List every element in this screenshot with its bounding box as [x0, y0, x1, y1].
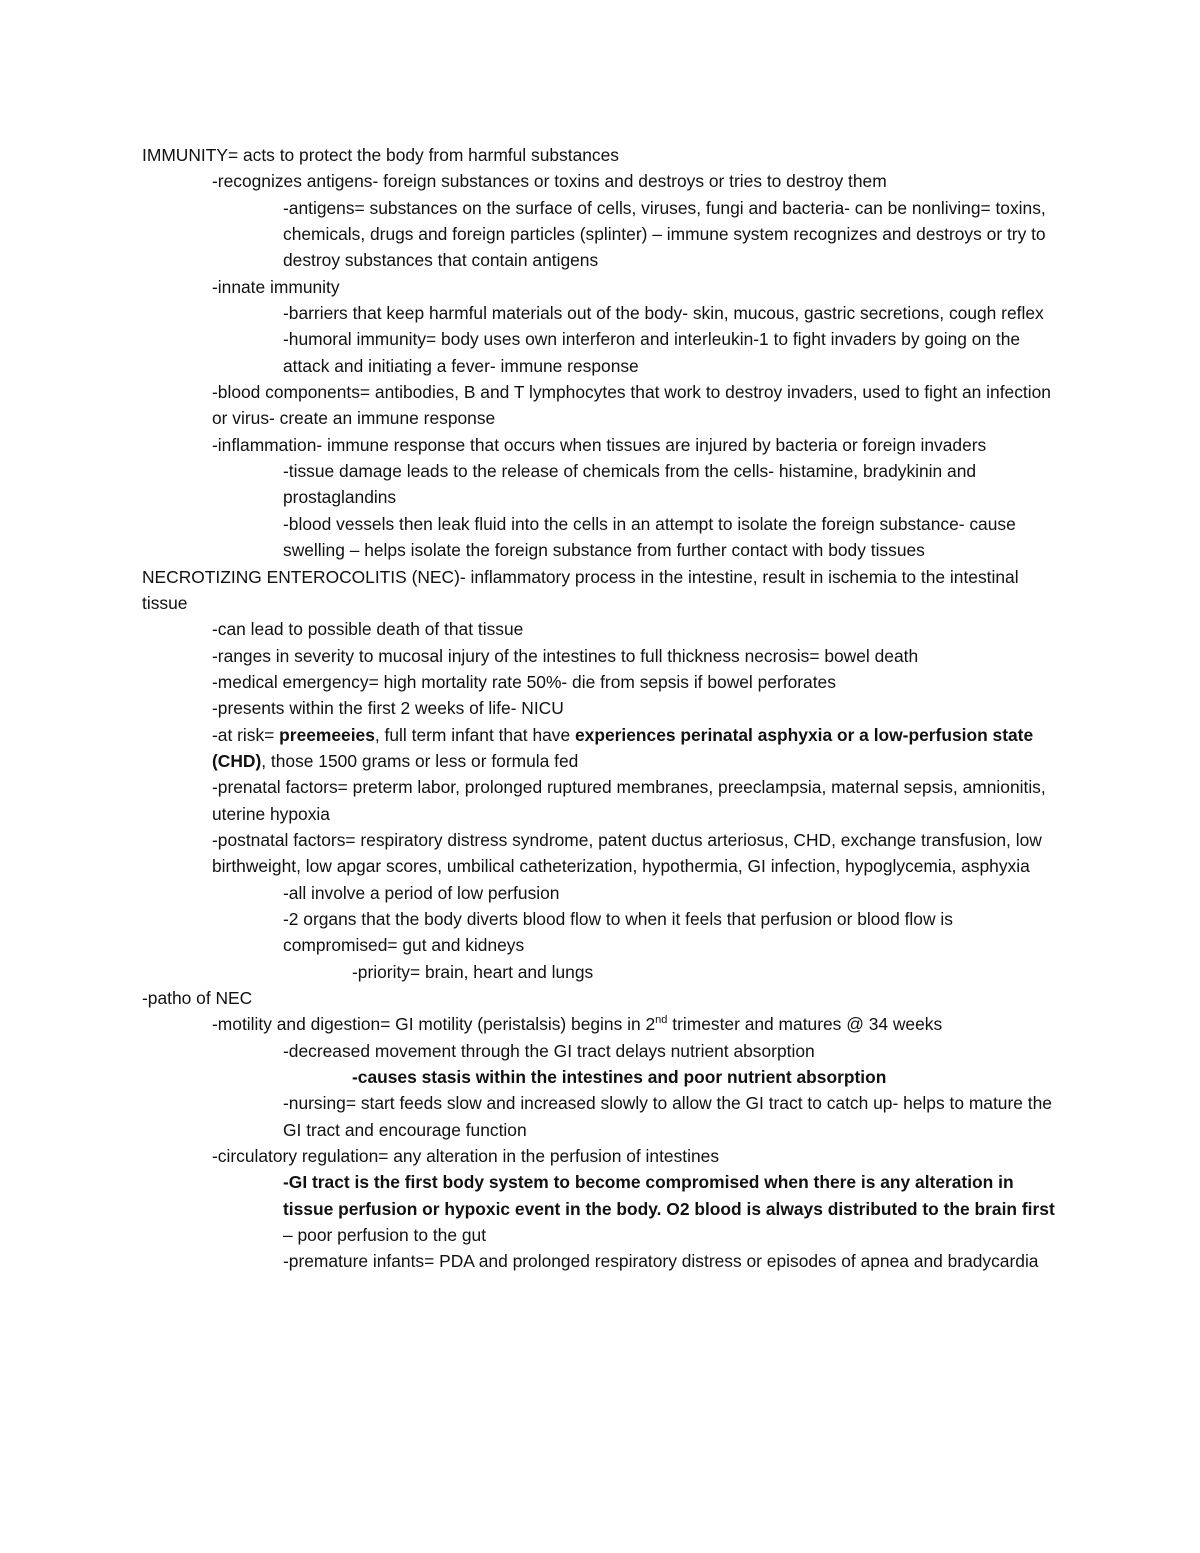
bold-text-run: -GI tract is the first body system to become compromised when there is any alteration in tissue perfusion or hypoxic event in the body. O2 blood is always distributed to the brain first	[283, 1172, 1055, 1219]
paragraph	[0, 1064, 1060, 1090]
paragraph: IMMUNITY= acts to protect the body from harmful substances	[142, 145, 619, 165]
paragraph: -circulatory regulation= any alteration in the perfusion of intestines	[212, 1146, 720, 1167]
paragraph: -ranges in severity to mucosal injury of the intestines to full thickness necrosis= bowel death	[212, 645, 919, 666]
text-run: trimester and matures @ 34 weeks	[667, 1014, 943, 1035]
paragraph: -tissue damage leads to the release of chemicals from the cells- histamine, bradykinin and prostaglandins	[283, 461, 977, 508]
text-run: -motility and digestion= GI motility (peristalsis) begins in 2	[212, 1014, 656, 1035]
paragraph: -inflammation- immune response that occurs when tissues are injured by bacteria or foreign invaders	[212, 434, 987, 455]
paragraph: -priority= brain, heart and lungs	[352, 961, 594, 982]
paragraph: -premature infants= PDA and prolonged respiratory distress or episodes of apnea and bradycardia	[283, 1251, 1039, 1272]
bold-text-run: -causes stasis within the intestines and poor nutrient absorption	[352, 1067, 887, 1088]
paragraph: -can lead to possible death of that tissue	[212, 619, 524, 640]
paragraph: -patho of NEC	[142, 988, 253, 1008]
paragraph: -presents within the first 2 weeks of life- NICU	[212, 698, 564, 719]
paragraph: -humoral immunity= body uses own interferon and interleukin-1 to fight invaders by going on the attack and initiating a fever- immune response	[283, 329, 1021, 376]
paragraph: -decreased movement through the GI tract delays nutrient absorption	[283, 1040, 815, 1061]
paragraph: -postnatal factors= respiratory distress syndrome, patent ductus arteriosus, CHD, exchange transfusion, low birthweight, low apgar scores, umbilical catheterization, hypothermia, GI infection, hypoglycemia, asphyxia	[212, 829, 1042, 877]
paragraph: -blood components= antibodies, B and T lymphocytes that work to destroy invaders, used to fight an infection or virus- create an immune response	[212, 382, 1051, 429]
paragraph	[0, 722, 1060, 775]
paragraph: -recognizes antigens- foreign substances or toxins and destroys or tries to destroy them	[212, 171, 887, 192]
paragraph: -innate immunity	[212, 276, 340, 297]
paragraph: -nursing= start feeds slow and increased slowly to allow the GI tract to catch up- helps to mature the GI tract and encourage function	[283, 1093, 1052, 1140]
text-run: , those 1500 grams or less or formula fed	[261, 750, 579, 771]
bold-text-run: experiences perinatal asphyxia or a low-perfusion state (CHD)	[212, 724, 1034, 771]
paragraph: -all involve a period of low perfusion	[283, 882, 560, 903]
paragraph: -antigens= substances on the surface of cells, viruses, fungi and bacteria- can be nonliving= toxins, chemicals, drugs and foreign particles (splinter) – immune system recognizes and destroys or try to destroy substances that contain antigens	[283, 197, 1046, 271]
paragraph: -barriers that keep harmful materials out of the body- skin, mucous, gastric secretions, cough reflex	[283, 303, 1044, 324]
paragraph: -blood vessels then leak fluid into the cells in an attempt to isolate the foreign substance- cause swelling – helps isolate the foreign substance from further contact with body tissues	[283, 513, 1016, 561]
paragraph: -2 organs that the body diverts blood flow to when it feels that perfusion or blood flow is compromised= gut and kidneys	[283, 908, 953, 956]
superscript: nd	[655, 1014, 668, 1027]
paragraph: -medical emergency= high mortality rate 50%- die from sepsis if bowel perforates	[212, 671, 836, 692]
text-run: – poor perfusion to the gut	[283, 1225, 487, 1246]
paragraph	[0, 1169, 1060, 1248]
bold-text-run: preemeeies	[279, 724, 375, 745]
paragraph: NECROTIZING ENTEROCOLITIS (NEC)- inflammatory process in the intestine, result in ischemia to the intestinal tissue	[142, 566, 1019, 613]
document-body	[0, 142, 1200, 1275]
paragraph	[0, 1011, 1060, 1037]
text-run: -at risk=	[212, 724, 280, 745]
paragraph: -prenatal factors= preterm labor, prolonged ruptured membranes, preeclampsia, maternal sepsis, amnionitis, uterine hypoxia	[212, 777, 1046, 824]
text-run: , full term infant that have	[374, 724, 575, 745]
